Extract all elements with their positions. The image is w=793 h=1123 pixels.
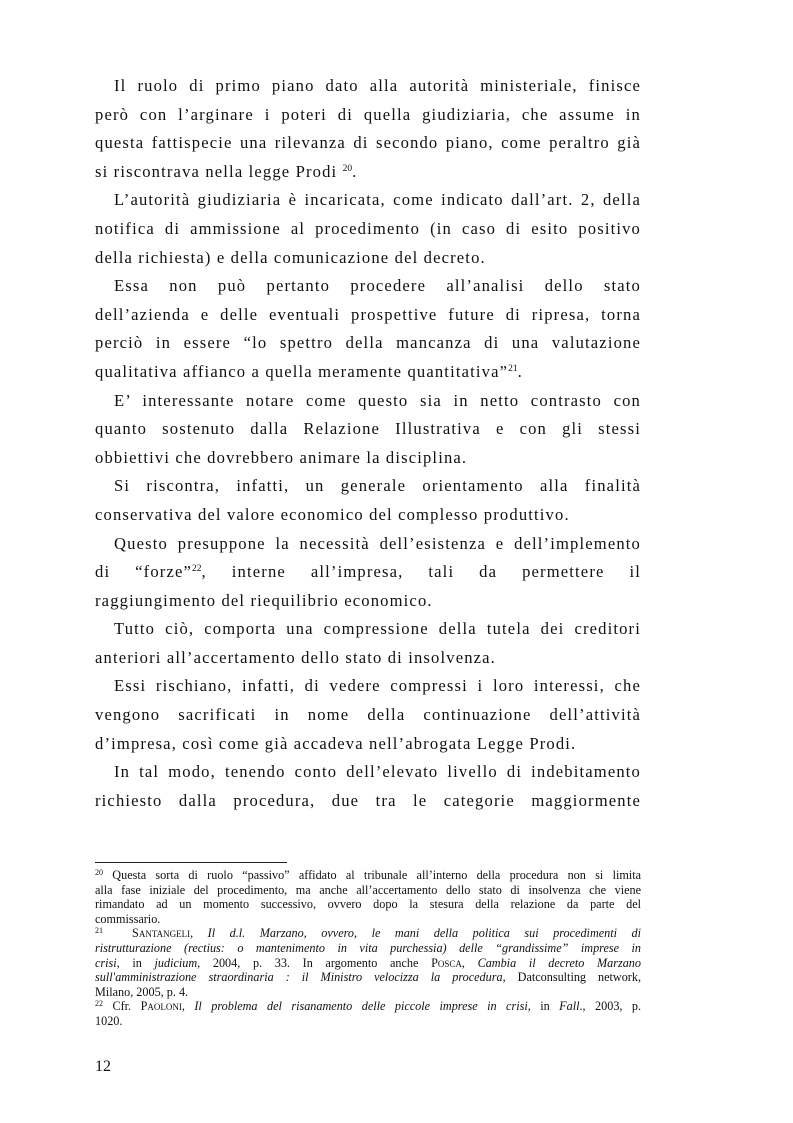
- body-text: [95, 72, 641, 815]
- footnote-line: ristrutturazione (rectius: o mantenimento in vita purchessia) delle “grandissime” imprese in: [95, 940, 641, 955]
- footnote-separator: [95, 862, 287, 863]
- text-line: Questo presuppone la necessità dell’esistenza e dell’implemento: [114, 533, 641, 553]
- text-line: In tal modo, tenendo conto dell’elevato livello di indebitamento: [114, 762, 641, 782]
- footnote-ref-22[interactable]: 22: [192, 564, 202, 575]
- footnote-21: [95, 926, 641, 999]
- text-line: Essa non può pertanto procedere all’analisi dello stato: [114, 276, 641, 296]
- text-line: dell’azienda e delle eventuali prospettive future di ripresa, torna: [95, 304, 641, 324]
- footnotes: [95, 868, 641, 1029]
- text-line: L’autorità giudiziaria è incaricata, come indicato dall’art. 2, della: [114, 190, 641, 210]
- footnote-22: [95, 999, 641, 1028]
- paragraph-3: [95, 272, 641, 386]
- footnote-mark: 22: [95, 999, 103, 1009]
- text-line: Si riscontra, infatti, un generale orientamento alla finalità: [114, 476, 641, 496]
- footnote-mark: 20: [95, 868, 103, 877]
- text-line: di “forze”$^{22}$, interne all’impresa, tali da permettere il: [95, 562, 641, 582]
- text-line: quanto sostenuto dalla Relazione Illustrativa e con gli stessi: [95, 419, 641, 439]
- footnote-ref-21[interactable]: 21: [508, 363, 518, 374]
- text-line: perciò in essere “lo spettro della mancanza di una valutazione: [95, 333, 641, 353]
- text-line: però con l’arginare i poteri di quella giudiziaria, che assume in: [95, 104, 641, 124]
- footnote-line: sull'amministrazione straordinaria : il Ministro velocizza la procedura, Datconsulting network,: [95, 970, 642, 985]
- paragraph-9: [95, 758, 641, 815]
- text-line: questa fattispecie una rilevanza di secondo piano, come peraltro già: [95, 133, 641, 153]
- footnote-mark: 21: [95, 926, 103, 936]
- paragraph-5: [95, 472, 641, 529]
- paragraph-1: [95, 72, 641, 186]
- paragraph-2: [95, 186, 641, 272]
- footnote-line: alla fase iniziale del procedimento, ma anche all’accertamento dello stato di insolvenza che viene: [95, 882, 641, 897]
- footnote-line: commissario.: [95, 911, 161, 926]
- footnote-line: $^{22}$ Cfr. Paoloni, Il problema del risanamento delle piccole imprese in crisi, in Fall., 2003, p.: [95, 999, 642, 1014]
- text-line: Il ruolo di primo piano dato alla autorità ministeriale, finisce: [114, 76, 641, 95]
- paragraph-8: [95, 672, 641, 758]
- text-line: si riscontrava nella legge Prodi $^{20}$.: [95, 161, 358, 181]
- text-line: obbiettivi che dovrebbero animare la disciplina.: [95, 447, 468, 467]
- page-number: 12: [95, 1058, 111, 1075]
- paragraph-6: [95, 530, 641, 616]
- text-line: qualitativa affianco a quella meramente quantitativa”$^{21}$.: [95, 361, 523, 381]
- text-line: d’impresa, così come già accadeva nell’abrogata Legge Prodi.: [95, 733, 577, 753]
- text-line: conservativa del valore economico del complesso produttivo.: [95, 504, 570, 524]
- footnote-line: 1020.: [95, 1013, 123, 1028]
- text-line: Tutto ciò, comporta una compressione della tutela dei creditori: [114, 619, 641, 639]
- text-line: raggiungimento del riequilibrio economico.: [95, 590, 433, 610]
- text-line: vengono sacrificati in nome della continuazione dell’attività: [95, 705, 641, 725]
- text-line: della richiesta) e della comunicazione del decreto.: [95, 247, 486, 267]
- footnote-line: crisi, in judicium, 2004, p. 33. In argomento anche Posca, Cambia il decreto Marzano: [95, 955, 641, 970]
- paragraph-7: [95, 615, 641, 672]
- footnote-line: $^{21}$ Santangeli, Il d.l. Marzano, ovvero, le mani della politica sui procedimenti di: [95, 926, 642, 941]
- text-line: notifica di ammissione al procedimento (in caso di esito positivo: [95, 218, 641, 238]
- text-line: anteriori all’accertamento dello stato di insolvenza.: [95, 647, 496, 667]
- text-line: Essi rischiano, infatti, di vedere compressi i loro interessi, che: [114, 676, 641, 696]
- footnote-line: $^{20}$ Questa sorta di ruolo “passivo” affidato al tribunale all’interno della procedura non si limita: [95, 868, 642, 882]
- text-line: richiesto dalla procedura, due tra le categorie maggiormente: [95, 790, 641, 810]
- footnote-20: [95, 868, 641, 926]
- text-line: E’ interessante notare come questo sia in netto contrasto con: [114, 390, 641, 410]
- footnote-line: rimandato ad un momento successivo, ovvero dopo la stesura della relazione da parte del: [95, 897, 641, 912]
- footnote-ref-20[interactable]: 20: [342, 163, 353, 174]
- footnote-line: Milano, 2005, p. 4.: [95, 984, 189, 999]
- paragraph-4: [95, 387, 641, 473]
